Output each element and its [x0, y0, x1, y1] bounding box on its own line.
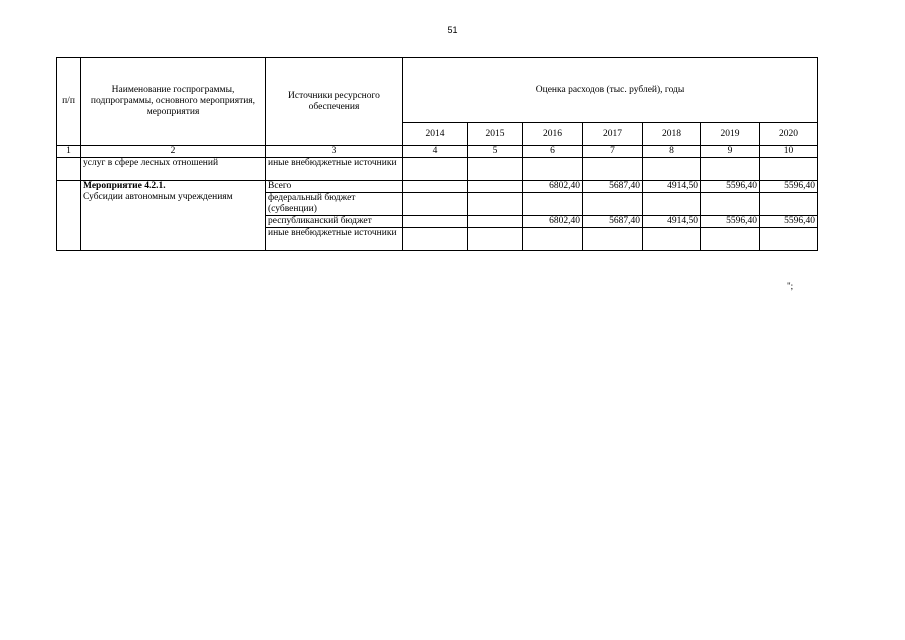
row-num-cell	[57, 181, 81, 251]
continued-name-cell: услуг в сфере лесных отношений	[81, 158, 266, 181]
value-cell: 6802,40	[523, 181, 583, 193]
column-index: 5	[468, 146, 523, 158]
value-cell	[760, 158, 818, 181]
column-index: 10	[760, 146, 818, 158]
header-year: 2016	[523, 123, 583, 146]
value-cell: 5687,40	[583, 216, 643, 228]
resource-table	[56, 57, 818, 251]
value-cell: 4914,50	[643, 181, 701, 193]
value-cell	[403, 181, 468, 193]
header-year: 2018	[643, 123, 701, 146]
page-number: 51	[447, 25, 458, 35]
header-year: 2015	[468, 123, 523, 146]
row-num-cell	[57, 158, 81, 181]
value-cell	[643, 193, 701, 216]
column-index: 9	[701, 146, 760, 158]
measure-cell	[81, 181, 266, 251]
value-cell	[701, 193, 760, 216]
value-cell	[468, 158, 523, 181]
value-cell	[523, 158, 583, 181]
table-row	[57, 158, 818, 181]
measure-description: Субсидии автономным учреждениям	[83, 192, 233, 202]
value-cell	[468, 181, 523, 193]
value-cell: 5596,40	[760, 181, 818, 193]
column-index: 1	[57, 146, 81, 158]
value-cell	[523, 228, 583, 251]
header-year: 2020	[760, 123, 818, 146]
value-cell	[583, 228, 643, 251]
value-cell	[403, 193, 468, 216]
column-index: 7	[583, 146, 643, 158]
column-index: 3	[266, 146, 403, 158]
value-cell	[701, 228, 760, 251]
value-cell	[760, 193, 818, 216]
value-cell	[760, 228, 818, 251]
header-year: 2017	[583, 123, 643, 146]
column-index: 8	[643, 146, 701, 158]
value-cell	[583, 158, 643, 181]
value-cell	[468, 216, 523, 228]
value-cell: 5596,40	[701, 181, 760, 193]
value-cell	[468, 228, 523, 251]
column-index-row	[57, 146, 818, 158]
source-cell: Всего	[266, 181, 403, 193]
value-cell	[643, 158, 701, 181]
measure-title: Мероприятие 4.2.1.	[83, 181, 166, 191]
source-cell: республиканский бюджет	[266, 216, 403, 228]
value-cell	[403, 228, 468, 251]
source-cell: федеральный бюджет (субвенции)	[266, 193, 403, 216]
value-cell: 4914,50	[643, 216, 701, 228]
column-index: 2	[81, 146, 266, 158]
closing-quote-mark: ";	[787, 281, 794, 291]
value-cell	[643, 228, 701, 251]
value-cell	[468, 193, 523, 216]
value-cell: 6802,40	[523, 216, 583, 228]
value-cell	[701, 158, 760, 181]
source-cell: иные внебюджетные источники	[266, 228, 403, 251]
value-cell	[583, 193, 643, 216]
table-row-total	[57, 181, 818, 193]
value-cell	[523, 193, 583, 216]
source-cell: иные внебюджетные источники	[266, 158, 403, 181]
header-year: 2014	[403, 123, 468, 146]
value-cell	[403, 158, 468, 181]
value-cell: 5596,40	[701, 216, 760, 228]
header-num: п/п	[57, 58, 81, 146]
header-sources: Источники ресурсного обеспечения	[266, 58, 403, 146]
column-index: 6	[523, 146, 583, 158]
value-cell: 5687,40	[583, 181, 643, 193]
header-name: Наименование госпрограммы, подпрограммы, основного мероприятия, мероприятия	[81, 58, 266, 146]
value-cell	[403, 216, 468, 228]
value-cell: 5596,40	[760, 216, 818, 228]
header-estimate: Оценка расходов (тыс. рублей), годы	[403, 58, 818, 123]
column-index: 4	[403, 146, 468, 158]
header-year: 2019	[701, 123, 760, 146]
